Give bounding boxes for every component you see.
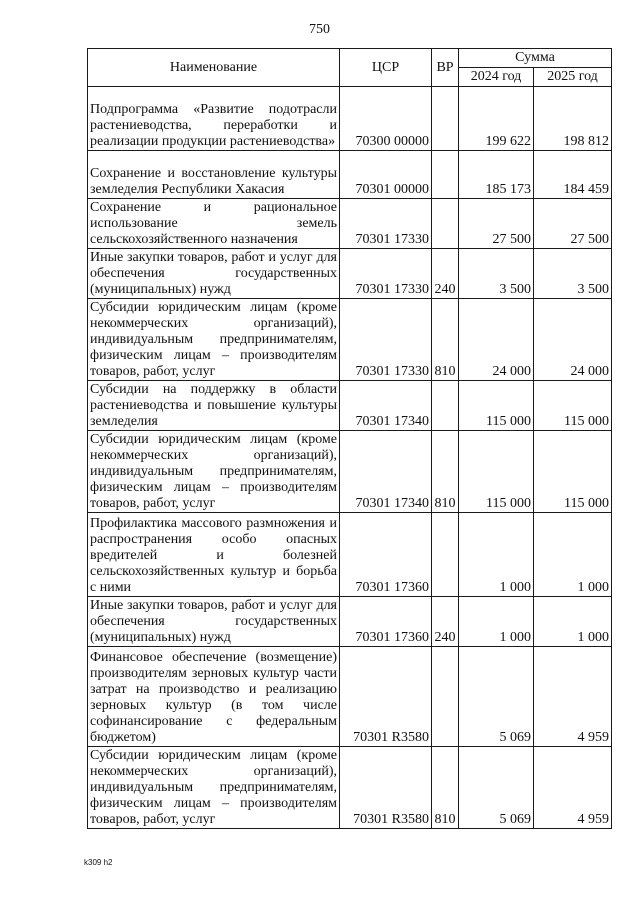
row-2024: 115 000 bbox=[459, 431, 534, 513]
table-row bbox=[88, 647, 612, 747]
row-2024: 1 000 bbox=[459, 597, 534, 647]
table-row bbox=[88, 87, 612, 151]
table-row bbox=[88, 199, 612, 249]
row-2025: 3 500 bbox=[534, 249, 612, 299]
row-name: Субсидии юридическим лицам (кроме некоммерческих организаций), индивидуальным предпринимателям, физическим лицам – производителям товаров, работ, услуг bbox=[88, 747, 340, 829]
row-2025: 198 812 bbox=[534, 87, 612, 151]
row-vr bbox=[432, 647, 459, 747]
row-2025: 4 959 bbox=[534, 647, 612, 747]
row-2024: 185 173 bbox=[459, 151, 534, 199]
row-csr: 70301 17330 bbox=[340, 199, 432, 249]
row-vr bbox=[432, 513, 459, 597]
row-name: Сохранение и восстановление культуры земледелия Республики Хакасия bbox=[88, 151, 340, 199]
row-csr: 70301 17340 bbox=[340, 381, 432, 431]
row-2024: 5 069 bbox=[459, 747, 534, 829]
header-vr: ВР bbox=[432, 49, 459, 87]
table-row bbox=[88, 381, 612, 431]
row-csr: 70300 00000 bbox=[340, 87, 432, 151]
row-csr: 70301 R3580 bbox=[340, 647, 432, 747]
row-2025: 4 959 bbox=[534, 747, 612, 829]
row-csr: 70301 00000 bbox=[340, 151, 432, 199]
row-2024: 27 500 bbox=[459, 199, 534, 249]
row-vr bbox=[432, 199, 459, 249]
row-2025: 115 000 bbox=[534, 381, 612, 431]
page-number: 750 bbox=[309, 22, 330, 37]
table-row bbox=[88, 513, 612, 597]
row-name: Субсидии на поддержку в области растениеводства и повышение культуры земледелия bbox=[88, 381, 340, 431]
header-csr: ЦСР bbox=[340, 49, 432, 87]
table-row bbox=[88, 299, 612, 381]
table-body bbox=[88, 87, 612, 829]
row-csr: 70301 17330 bbox=[340, 249, 432, 299]
row-2024: 24 000 bbox=[459, 299, 534, 381]
table-header bbox=[88, 49, 612, 87]
header-sum: Сумма bbox=[459, 49, 612, 68]
table-row bbox=[88, 597, 612, 647]
row-2025: 1 000 bbox=[534, 513, 612, 597]
table-row bbox=[88, 151, 612, 199]
row-name: Иные закупки товаров, работ и услуг для обеспечения государственных (муниципальных) нужд bbox=[88, 597, 340, 647]
table-row bbox=[88, 431, 612, 513]
row-2024: 1 000 bbox=[459, 513, 534, 597]
row-csr: 70301 17360 bbox=[340, 513, 432, 597]
row-2025: 24 000 bbox=[534, 299, 612, 381]
row-2024: 3 500 bbox=[459, 249, 534, 299]
header-year-2025: 2025 год bbox=[534, 68, 612, 87]
row-name: Финансовое обеспечение (возмещение) производителям зерновых культур части затрат на производство и реализацию зерновых культур (в том числе софинансирование с федеральным бюджетом) bbox=[88, 647, 340, 747]
row-vr bbox=[432, 151, 459, 199]
row-name: Сохранение и рациональное использование земель сельскохозяйственного назначения bbox=[88, 199, 340, 249]
row-csr: 70301 17340 bbox=[340, 431, 432, 513]
row-vr bbox=[432, 381, 459, 431]
row-name: Субсидии юридическим лицам (кроме некоммерческих организаций), индивидуальным предпринимателям, физическим лицам – производителям товаров, работ, услуг bbox=[88, 299, 340, 381]
row-csr: 70301 R3580 bbox=[340, 747, 432, 829]
row-vr: 810 bbox=[432, 299, 459, 381]
row-vr: 810 bbox=[432, 431, 459, 513]
row-vr: 240 bbox=[432, 597, 459, 647]
row-name: Подпрограмма «Развитие подотрасли растениеводства, переработки и реализации продукции растениеводства» bbox=[88, 87, 340, 151]
budget-table bbox=[87, 48, 612, 829]
row-2025: 1 000 bbox=[534, 597, 612, 647]
row-name: Субсидии юридическим лицам (кроме некоммерческих организаций), индивидуальным предпринимателям, физическим лицам – производителям товаров, работ, услуг bbox=[88, 431, 340, 513]
row-csr: 70301 17360 bbox=[340, 597, 432, 647]
row-2024: 199 622 bbox=[459, 87, 534, 151]
table-row bbox=[88, 249, 612, 299]
row-2024: 115 000 bbox=[459, 381, 534, 431]
row-2025: 184 459 bbox=[534, 151, 612, 199]
row-2025: 115 000 bbox=[534, 431, 612, 513]
row-2024: 5 069 bbox=[459, 647, 534, 747]
row-vr: 240 bbox=[432, 249, 459, 299]
row-name: Профилактика массового размножения и распространения особо опасных вредителей и болезней сельскохозяйственных культур и борьба с ними bbox=[88, 513, 340, 597]
row-2025: 27 500 bbox=[534, 199, 612, 249]
row-name: Иные закупки товаров, работ и услуг для обеспечения государственных (муниципальных) нужд bbox=[88, 249, 340, 299]
row-vr bbox=[432, 87, 459, 151]
row-vr: 810 bbox=[432, 747, 459, 829]
table-row bbox=[88, 747, 612, 829]
document-code: k309 h2 bbox=[84, 858, 113, 867]
header-year-2024: 2024 год bbox=[459, 68, 534, 87]
row-csr: 70301 17330 bbox=[340, 299, 432, 381]
header-name: Наименование bbox=[88, 49, 340, 87]
